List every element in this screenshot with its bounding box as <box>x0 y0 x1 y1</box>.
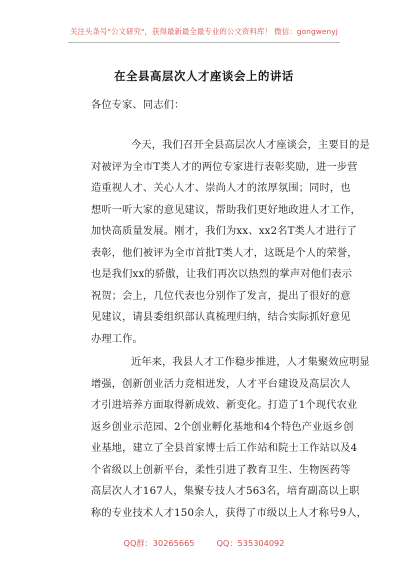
paragraph-line: 对被评为全市T类人才的两位专家进行表彰奖励，进一步营 <box>91 161 358 173</box>
paragraph-line: 返乡创业示范园、2个创业孵化基地和4个特色产业返乡创 <box>91 421 354 433</box>
paragraph-1 <box>91 135 370 350</box>
document-title: 在全县高层次人才座谈会上的讲话 <box>114 69 294 83</box>
paragraph-line: 称的专业技术人才150余人，获得了市级以上人才称号9人， <box>91 507 368 519</box>
paragraph-line: 才引进培养方面取得新成效、新变化。打造了1个现代农业 <box>91 400 358 411</box>
paragraph-2 <box>91 352 370 524</box>
paragraph-line: 个省级以上创新平台，柔性引进了教育卫生、生物医药等 <box>91 464 351 476</box>
paragraph-line: 增强，创新创业活力竞相迸发，人才平台建设及高层次人 <box>91 378 351 390</box>
paragraph-line: 也是我们xx的骄傲，让我们再次以热烈的掌声对他们表示 <box>91 269 353 280</box>
header-divider <box>68 42 340 43</box>
paragraph-line: 见建议，请县委组织部认真梳理归纳，结合实际抓好意见 <box>91 312 351 323</box>
paragraph-line: 表彰，他们被评为全市首批T类人才，这既是个人的荣誉， <box>91 247 358 259</box>
paragraph-line: 祝贺；会上，几位代表也分别作了发言，提出了很好的意 <box>91 290 351 302</box>
paragraph-line: 办理工作。 <box>91 333 143 345</box>
salutation: 各位专家、同志们： <box>91 100 185 111</box>
paragraph-line: 高层次人才167人，集聚专技人才563名，培育副高以上职 <box>91 486 360 497</box>
paragraph-line: 业基地，建立了全县首家博士后工作站和院士工作站以及4 <box>91 443 358 454</box>
paragraph-line: 今天，我们召开全县高层次人才座谈会，主要目的是 <box>131 140 370 151</box>
paragraph-line: 想听一听大家的意见建议，帮助我们更好地政进人才工作， <box>91 204 362 216</box>
paragraph-line: 近年来，我县人才工作稳步推进，人才集聚效应明显 <box>131 357 370 368</box>
footer-qq-group: QQ群：30265665 <box>123 538 195 548</box>
paragraph-line: 加快高质量发展。刚才，我们为xx、xx2名T类人才进行了 <box>91 226 357 237</box>
paragraph-line: 造重视人才、关心人才、崇尚人才的浓厚氛围；同时，也 <box>91 183 351 194</box>
footer-contact <box>0 538 408 549</box>
header-banner: 关注头条号"公文研究"，获得最新最全最专业的公文资料库！ 微信：gongwenyj <box>70 27 338 36</box>
footer-qq: QQ：535304092 <box>216 538 285 548</box>
